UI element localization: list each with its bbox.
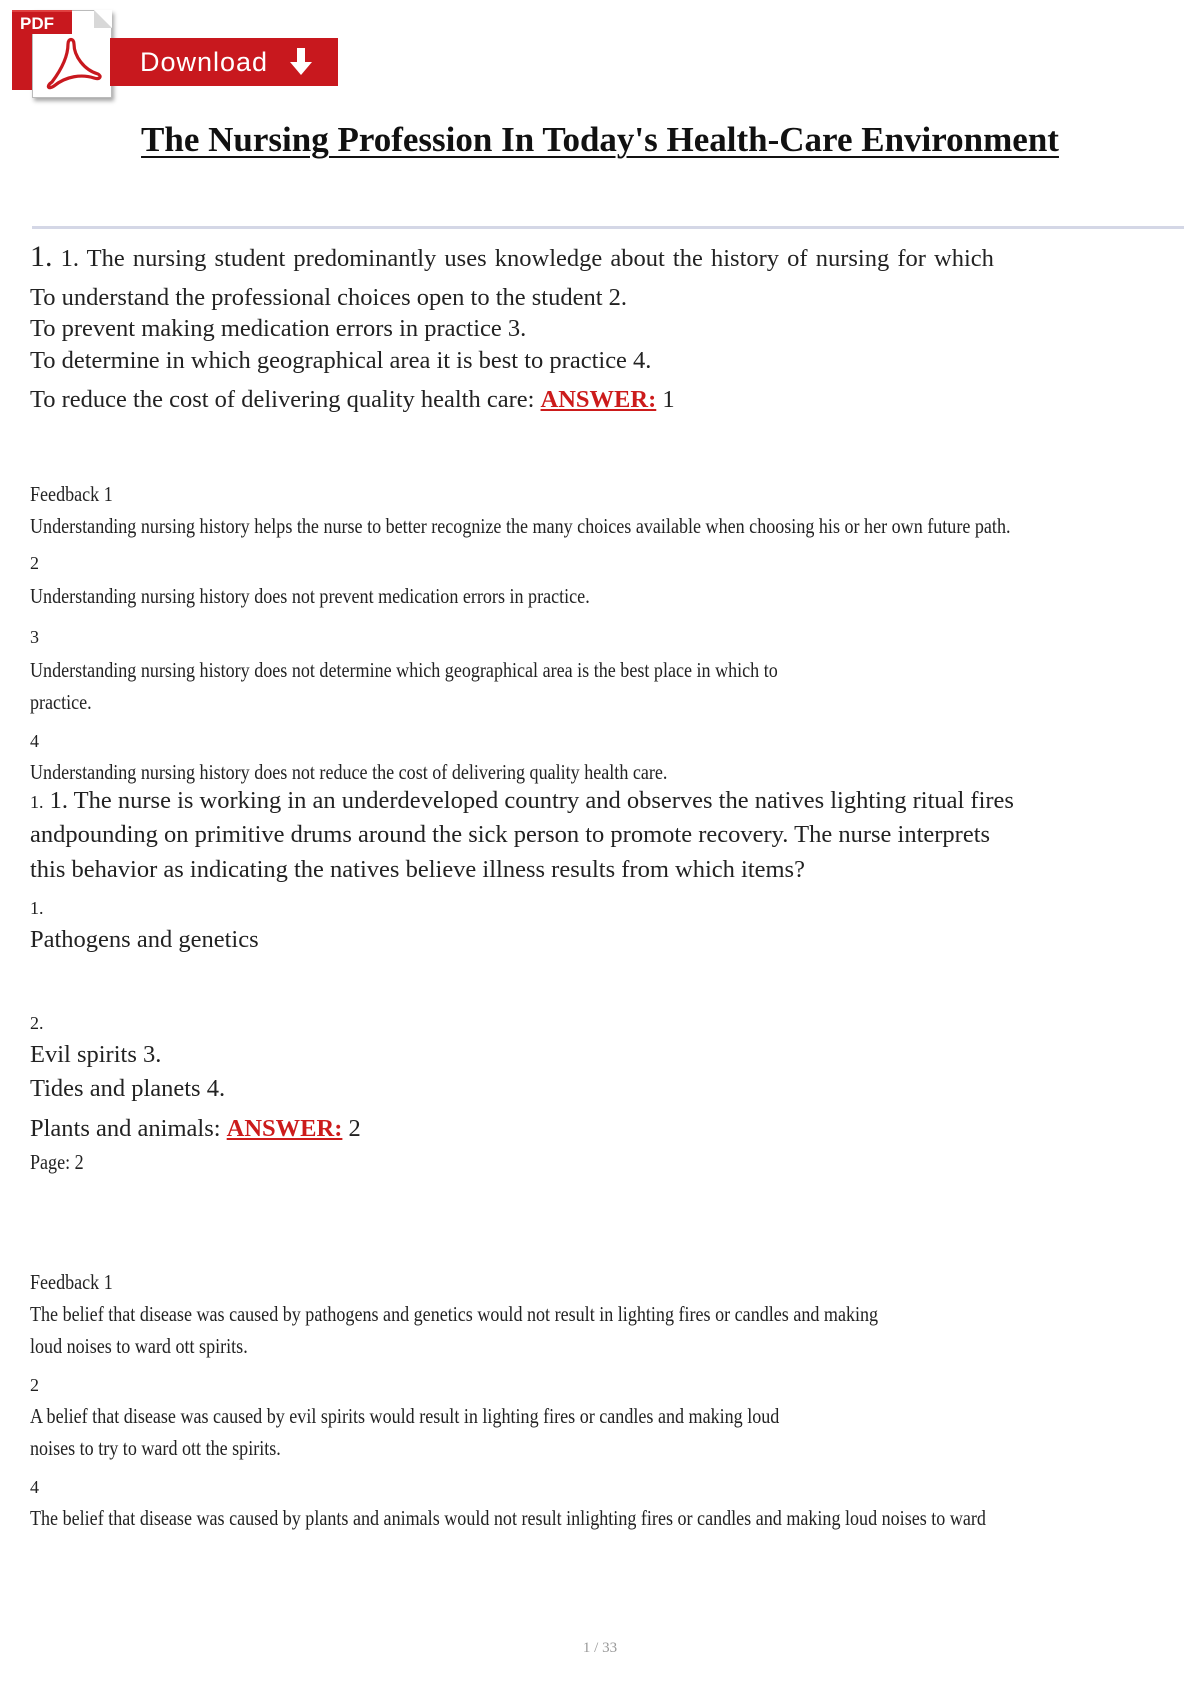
document-title: The Nursing Profession In Today's Health-Care Environment	[141, 120, 1059, 159]
download-arrow-icon	[290, 48, 312, 76]
q1-last-option: To reduce the cost of delivering quality health care:	[30, 386, 535, 413]
q1-stem-text: 1. The nursing student predominantly uses knowledge about the history of nursing for which	[60, 245, 994, 272]
q1-option: To prevent making medication errors in practice 3.	[30, 315, 527, 342]
q2-option: Evil spirits 3.	[30, 1040, 162, 1068]
q2-option-number: 2.	[30, 1012, 44, 1033]
q2-answer-label: ANSWER:	[226, 1114, 343, 1142]
q2-feedback-text: The belief that disease was caused by pathogens and genetics would not result in lighting fires or candles and making	[30, 1302, 879, 1326]
q1-option: To determine in which geographical area it is best to practice 4.	[30, 346, 652, 374]
q1-answer-label: ANSWER:	[540, 386, 657, 413]
q1-feedback-text: Understanding nursing history helps the nurse to better recognize the many choices available when choosing his or her own future path.	[30, 513, 1011, 538]
q2-answer-value: 2	[348, 1114, 361, 1142]
page-number: 1 / 33	[582, 1640, 618, 1656]
document-body	[30, 238, 1160, 1534]
q2-feedback-text: The belief that disease was caused by plants and animals would not result inlighting fires or candles and making loud noises to ward	[30, 1506, 986, 1530]
q1-answer-line	[30, 383, 1160, 418]
q2-answer-line	[30, 1112, 1160, 1147]
download-button[interactable]	[110, 38, 338, 86]
q2-stem-text: 1. The nurse is working in an underdeveloped country and observes the natives lighting ritual fires	[49, 786, 1014, 814]
pdf-badge-accent	[12, 34, 32, 90]
q2-last-option: Plants and animals:	[30, 1114, 221, 1142]
q1-feedback-number: 4	[30, 730, 39, 751]
acrobat-icon	[46, 36, 102, 92]
download-label: Download	[140, 47, 269, 77]
q2-stem	[30, 784, 1160, 819]
q1-marker: 1.	[30, 240, 53, 273]
q2-option: Tides and planets 4.	[30, 1075, 226, 1102]
q1-feedback-text: practice.	[30, 689, 92, 714]
q2-feedback-text: A belief that disease was caused by evil spirits would result in lighting fires or candles and making loud	[30, 1404, 780, 1428]
q2-option-number: 1.	[30, 898, 44, 918]
q1-stem	[30, 240, 1160, 277]
q2-feedback-number: 4	[30, 1477, 39, 1497]
q1-feedback-text: Understanding nursing history does not determine which geographical area is the best place in which to	[30, 657, 778, 682]
pdf-tag: PDF	[12, 10, 72, 34]
q2-option: Pathogens and genetics	[30, 926, 259, 953]
q1-feedback-number: 2	[30, 552, 39, 573]
q2-feedback-heading: Feedback 1	[30, 1270, 113, 1294]
q1-feedback-text: Understanding nursing history does not reduce the cost of delivering quality health care.	[30, 759, 668, 784]
q1-option: To understand the professional choices open to the student 2.	[30, 283, 628, 311]
q1-answer-value: 1	[662, 386, 675, 413]
q2-stem-text: this behavior as indicating the natives believe illness results from which items?	[30, 855, 805, 883]
q2-feedback-text: noises to try to ward ott the spirits.	[30, 1436, 281, 1460]
q1-feedback-heading: Feedback 1	[30, 481, 113, 506]
divider	[32, 226, 1184, 229]
q2-page-ref: Page: 2	[30, 1150, 84, 1174]
q1-feedback-number: 3	[30, 626, 39, 647]
pdf-download-button[interactable]	[12, 6, 332, 98]
q1-feedback-text: Understanding nursing history does not prevent medication errors in practice.	[30, 583, 590, 608]
q2-stem-text: andpounding on primitive drums around the sick person to promote recovery. The nurse interprets	[30, 821, 991, 848]
q2-feedback-text: loud noises to ward ott spirits.	[30, 1334, 248, 1358]
q2-marker: 1.	[30, 791, 44, 812]
q2-feedback-number: 2	[30, 1375, 39, 1395]
